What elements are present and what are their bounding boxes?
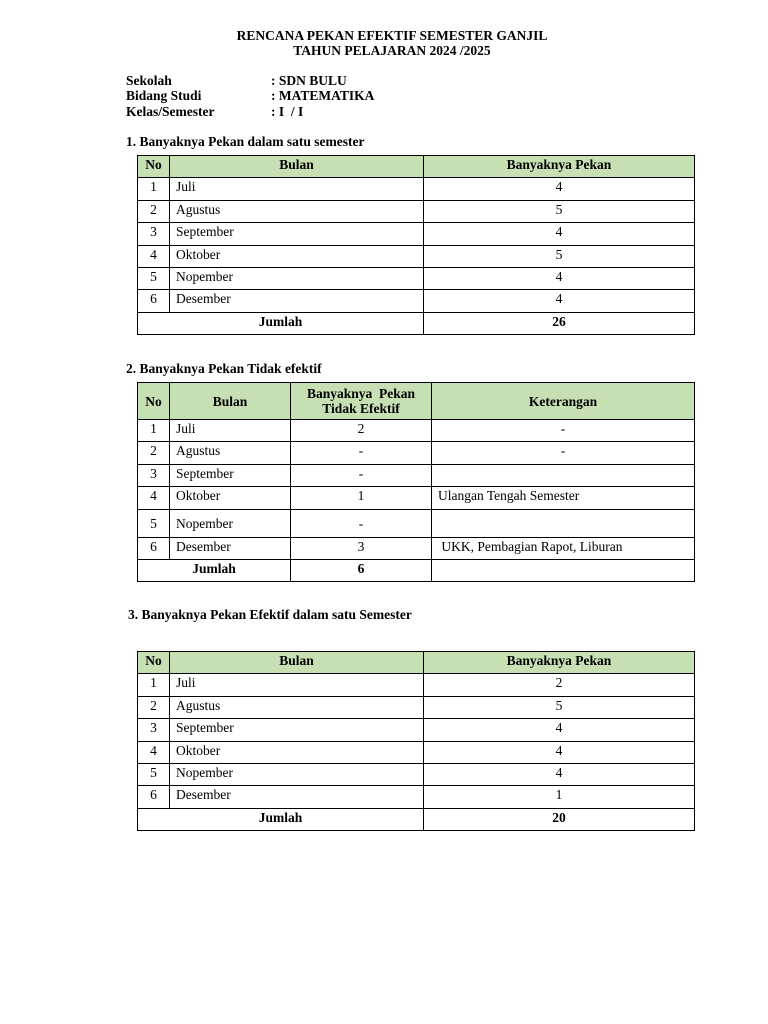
total-label: Jumlah (138, 808, 424, 830)
row-no: 1 (138, 674, 170, 696)
row-weeks: 4 (424, 741, 695, 763)
table-weeks-per-month (137, 155, 695, 335)
row-no: 3 (138, 719, 170, 741)
row-weeks: 4 (424, 719, 695, 741)
table-row (138, 464, 695, 486)
class-label: Kelas/Semester (126, 104, 215, 119)
row-weeks: 4 (424, 223, 695, 245)
header-note: Keterangan (432, 383, 695, 420)
table-row (138, 245, 695, 267)
row-note: Ulangan Tengah Semester (432, 487, 695, 509)
row-weeks: 2 (424, 674, 695, 696)
row-no: 3 (138, 223, 170, 245)
total-value: 20 (424, 808, 695, 830)
row-weeks: 4 (424, 763, 695, 785)
row-month: Agustus (170, 442, 291, 464)
row-weeks: 1 (291, 487, 432, 509)
row-month: Juli (170, 420, 291, 442)
row-weeks: 5 (424, 696, 695, 718)
table-row (138, 674, 695, 696)
row-weeks: 4 (424, 178, 695, 200)
row-weeks: 3 (291, 537, 432, 559)
row-month: September (170, 464, 291, 486)
row-no: 1 (138, 420, 170, 442)
table-effective-weeks (137, 651, 695, 831)
row-no: 5 (138, 763, 170, 785)
row-weeks: 1 (424, 786, 695, 808)
table-total-row (138, 559, 695, 581)
table-header-row (138, 156, 695, 178)
header-weeks: Banyaknya Pekan (424, 156, 695, 178)
row-note: - (432, 442, 695, 464)
document-title: RENCANA PEKAN EFEKTIF SEMESTER GANJIL (236, 28, 548, 43)
row-month: Nopember (170, 267, 424, 289)
table-row (138, 223, 695, 245)
table-header-row (138, 652, 695, 674)
section2-heading: 2. Banyaknya Pekan Tidak efektif (126, 361, 322, 376)
row-month: Nopember (170, 763, 424, 785)
table-row (138, 696, 695, 718)
document-subtitle: TAHUN PELAJARAN 2024 /2025 (293, 43, 491, 58)
row-no: 6 (138, 290, 170, 312)
table-header-row (138, 383, 695, 420)
table-row (138, 763, 695, 785)
row-note: UKK, Pembagian Rapot, Liburan (432, 537, 695, 559)
row-weeks: - (291, 442, 432, 464)
row-no: 6 (138, 786, 170, 808)
header-no: No (138, 156, 170, 178)
table-row (138, 178, 695, 200)
total-note-empty (432, 559, 695, 581)
row-note (432, 509, 695, 537)
table-row (138, 537, 695, 559)
row-month: Oktober (170, 487, 291, 509)
row-weeks: 2 (291, 420, 432, 442)
table-row (138, 200, 695, 222)
row-month: Desember (170, 786, 424, 808)
row-month: September (170, 223, 424, 245)
table-row (138, 290, 695, 312)
row-no: 5 (138, 267, 170, 289)
row-weeks: 4 (424, 267, 695, 289)
total-value: 6 (291, 559, 432, 581)
table-total-row (138, 808, 695, 830)
row-month: Nopember (170, 509, 291, 537)
row-no: 2 (138, 200, 170, 222)
total-label: Jumlah (138, 559, 291, 581)
header-month: Bulan (170, 383, 291, 420)
row-month: Oktober (170, 741, 424, 763)
row-weeks: 4 (424, 290, 695, 312)
row-month: Desember (170, 537, 291, 559)
table-row (138, 267, 695, 289)
row-weeks: 5 (424, 245, 695, 267)
row-weeks: - (291, 509, 432, 537)
row-month: Agustus (170, 696, 424, 718)
row-no: 2 (138, 442, 170, 464)
school-label: Sekolah (126, 73, 172, 88)
row-weeks: - (291, 464, 432, 486)
section3-heading: 3. Banyaknya Pekan Efektif dalam satu Semester (128, 607, 412, 622)
table-total-row (138, 312, 695, 334)
row-month: Oktober (170, 245, 424, 267)
total-label: Jumlah (138, 312, 424, 334)
section1-heading: 1. Banyaknya Pekan dalam satu semester (126, 134, 365, 149)
header-weeks: Banyaknya Pekan (424, 652, 695, 674)
row-no: 2 (138, 696, 170, 718)
header-no: No (138, 383, 170, 420)
header-month: Bulan (170, 156, 424, 178)
class-value: : I / I (271, 104, 304, 119)
info-school (126, 73, 347, 89)
row-no: 1 (138, 178, 170, 200)
row-no: 4 (138, 245, 170, 267)
table-row (138, 420, 695, 442)
row-month: Juli (170, 674, 424, 696)
table-row (138, 487, 695, 509)
header-no: No (138, 652, 170, 674)
table-ineffective-weeks (137, 382, 695, 582)
row-no: 5 (138, 509, 170, 537)
total-value: 26 (424, 312, 695, 334)
row-month: September (170, 719, 424, 741)
info-subject (126, 88, 374, 104)
row-note: - (432, 420, 695, 442)
table-row (138, 442, 695, 464)
subject-label: Bidang Studi (126, 88, 202, 103)
row-note (432, 464, 695, 486)
row-no: 4 (138, 741, 170, 763)
row-no: 3 (138, 464, 170, 486)
info-class (126, 104, 303, 120)
header-ineffective-weeks: Banyaknya Pekan Tidak Efektif (291, 383, 432, 420)
table-row (138, 786, 695, 808)
table-row (138, 719, 695, 741)
row-month: Agustus (170, 200, 424, 222)
table-row (138, 741, 695, 763)
header-month: Bulan (170, 652, 424, 674)
row-month: Juli (170, 178, 424, 200)
row-no: 4 (138, 487, 170, 509)
row-no: 6 (138, 537, 170, 559)
row-weeks: 5 (424, 200, 695, 222)
school-value: : SDN BULU (271, 73, 347, 88)
row-month: Desember (170, 290, 424, 312)
table-row (138, 509, 695, 537)
subject-value: : MATEMATIKA (271, 88, 375, 103)
